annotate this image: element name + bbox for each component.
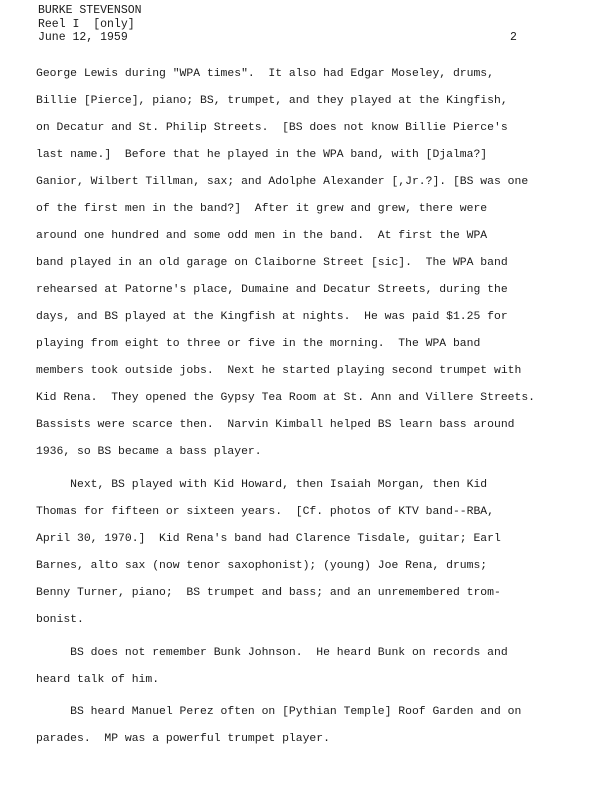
text-line: rehearsed at Patorne's place, Dumaine and Decatur Streets, during the xyxy=(36,284,508,296)
text-line: bonist. xyxy=(36,614,84,626)
text-line: Billie [Pierce], piano; BS, trumpet, and they played at the Kingfish, xyxy=(36,95,508,107)
text-line: band played in an old garage on Claiborne Street [sic]. The WPA band xyxy=(36,257,508,269)
page-number: 2 xyxy=(510,31,517,44)
text-line: last name.] Before that he played in the WPA band, with [Djalma?] xyxy=(36,149,488,161)
header-interviewee-name: BURKE STEVENSON xyxy=(38,4,142,17)
text-line: Thomas for fifteen or sixteen years. [Cf. photos of KTV band--RBA, xyxy=(36,506,494,518)
text-line: Bassists were scarce then. Narvin Kimball helped BS learn bass around xyxy=(36,419,515,431)
text-line: Next, BS played with Kid Howard, then Isaiah Morgan, then Kid xyxy=(36,479,488,491)
text-line: days, and BS played at the Kingfish at nights. He was paid $1.25 for xyxy=(36,311,508,323)
header-reel: Reel I [only] xyxy=(38,17,135,31)
text-line: Ganior, Wilbert Tillman, sax; and Adolphe Alexander [,Jr.?]. [BS was one xyxy=(36,176,529,188)
text-line: Benny Turner, piano; BS trumpet and bass; and an unremembered trom- xyxy=(36,587,501,599)
text-line: on Decatur and St. Philip Streets. [BS does not know Billie Pierce's xyxy=(36,122,508,134)
text-line: parades. MP was a powerful trumpet player. xyxy=(36,733,330,745)
text-line: Kid Rena. They opened the Gypsy Tea Room at St. Ann and Villere Streets. xyxy=(36,392,535,404)
text-line: BS does not remember Bunk Johnson. He heard Bunk on records and xyxy=(36,647,508,659)
text-line: 1936, so BS became a bass player. xyxy=(36,446,262,458)
document-header xyxy=(38,4,142,45)
header-date: June 12, 1959 xyxy=(38,31,128,44)
text-line: members took outside jobs. Next he started playing second trumpet with xyxy=(36,365,522,377)
text-line: of the first men in the band?] After it grew and grew, there were xyxy=(36,203,488,215)
text-line: April 30, 1970.] Kid Rena's band had Clarence Tisdale, guitar; Earl xyxy=(36,533,501,545)
text-line: heard talk of him. xyxy=(36,674,160,686)
text-line: playing from eight to three or five in the morning. The WPA band xyxy=(36,338,481,350)
text-line: BS heard Manuel Perez often on [Pythian Temple] Roof Garden and on xyxy=(36,706,522,718)
text-line: around one hundred and some odd men in the band. At first the WPA xyxy=(36,230,488,242)
text-line: George Lewis during "WPA times". It also had Edgar Moseley, drums, xyxy=(36,68,494,80)
text-line: Barnes, alto sax (now tenor saxophonist); (young) Joe Rena, drums; xyxy=(36,560,488,572)
